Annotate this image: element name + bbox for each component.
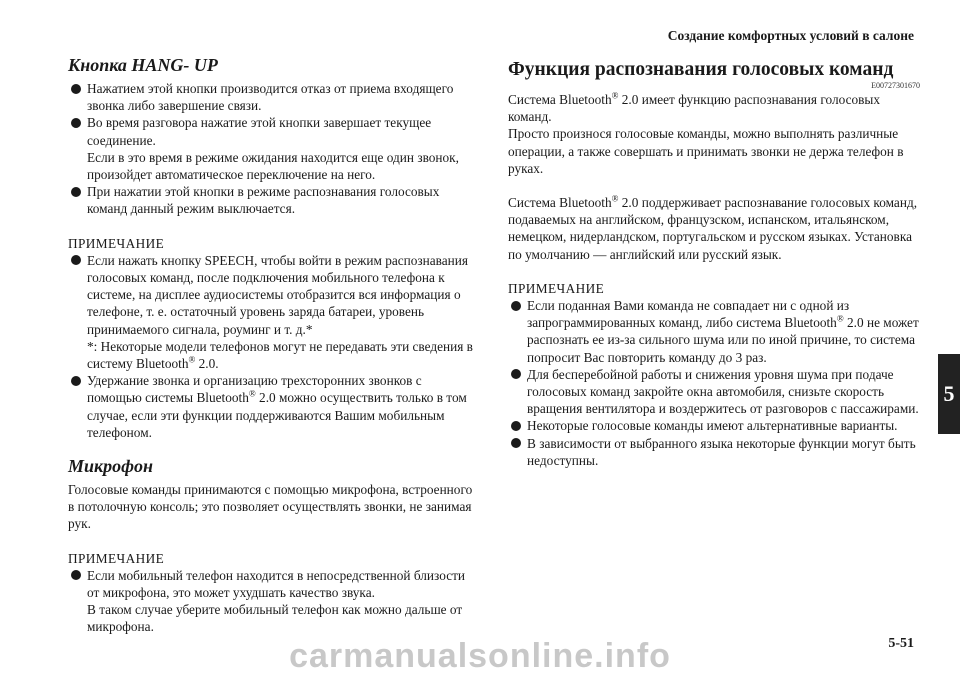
section-code: E00727301670 [871, 81, 920, 90]
bullet-icon [511, 369, 521, 379]
list-item: В зависимости от выбранного языка некоторые функции могут быть недоступны. [508, 435, 920, 469]
mic-heading: Микрофон [68, 456, 154, 477]
list-item: Удержание звонка и организацию трехсторонних звонков с помощью системы Bluetooth® 2.0 можно осуществить только в том случае, если эти функции поддерживаются Вашим мобильным телефоном. [68, 372, 478, 441]
note2-list [68, 567, 478, 636]
list-item: Если мобильный телефон находится в непосредственной близости от микрофона, это может ухудшать качество звука. В таком случае уберите мобильный телефон как можно дальше от микрофона. [68, 567, 478, 636]
note-label: ПРИМЕЧАНИЕ [68, 550, 165, 566]
hang-up-list [68, 80, 478, 218]
bullet-icon [71, 255, 81, 265]
bullet-icon [511, 301, 521, 311]
list-item: Во время разговора нажатие этой кнопки завершает текущее соединение. Если в это время в режиме ожидания находится еще один звонок, произойдет автоматическое переключение на него. [68, 114, 478, 183]
registered-mark: ® [836, 313, 844, 324]
list-item: Для бесперебойной работы и снижения уровня шума при подаче голосовых команд закройте окна автомобиля, снизьте скорость вращения вентилятора и воздержитесь от разговоров с пассажирами. [508, 366, 920, 418]
note1-list [68, 252, 478, 441]
paragraph: Система Bluetooth® 2.0 поддерживает распознавание голосовых команд, подаваемых на английском, французском, испанском, итальянском, немецком, нидерландском, португальском и русском языках. Установка по умолчанию — английский или русский язык. [508, 193, 918, 262]
bullet-icon [71, 570, 81, 580]
voice-recognition-heading: Функция распознавания голосовых команд [508, 59, 894, 80]
right-column [508, 54, 920, 469]
right-note-list [508, 297, 920, 469]
registered-mark: ® [611, 193, 619, 204]
left-column [68, 54, 478, 636]
list-item: При нажатии этой кнопки в режиме распознавания голосовых команд данный режим выключается. [68, 183, 478, 217]
list-item: Нажатием этой кнопки производится отказ от приема входящего звонка либо завершение связи. [68, 80, 478, 114]
registered-mark: ® [188, 354, 196, 365]
bullet-icon [71, 118, 81, 128]
registered-mark: ® [611, 90, 619, 101]
watermark: carmanualsonline.info [289, 637, 671, 675]
list-item: Некоторые голосовые команды имеют альтернативные варианты. [508, 417, 920, 434]
paragraph: Система Bluetooth® 2.0 имеет функцию распознавания голосовых команд. [508, 90, 880, 125]
bullet-icon [71, 376, 81, 386]
note-label: ПРИМЕЧАНИЕ [508, 280, 605, 296]
list-item: Если нажать кнопку SPEECH, чтобы войти в режим распознавания голосовых команд, после подключения мобильного телефона к системе, на дисплее аудиосистемы отобразится вся информация о телефоне, т. е. остаточный уровень заряда батареи, уровень принимаемого сигнала, роуминг и т. д.* *: Некоторые модели телефонов могут не передавать эти сведения в систему Bluetooth® 2.0. [68, 252, 478, 372]
note-label: ПРИМЕЧАНИЕ [68, 235, 165, 251]
running-header: Создание комфортных условий в салоне [667, 28, 914, 43]
hang-up-heading: Кнопка HANG- UP [68, 55, 218, 75]
page-number: 5-51 [888, 636, 914, 651]
paragraph: Просто произнося голосовые команды, можно выполнять различные операции, а также совершать и принимать звонки не держа телефон в руках. [508, 126, 904, 176]
bullet-icon [71, 187, 81, 197]
mic-text: Голосовые команды принимаются с помощью микрофона, встроенного в потолочную консоль; это позволяет осуществлять звонки, не занимая рук. [68, 482, 473, 532]
list-item: Если поданная Вами команда не совпадает ни с одной из запрограммированных команд, либо система Bluetooth® 2.0 не может распознать ее из-за сильного шума или по иной причине, то система попросит Вас повторить команду до 3 раз. [508, 297, 920, 366]
chapter-tab: 5 [938, 354, 960, 434]
registered-mark: ® [248, 389, 256, 400]
bullet-icon [511, 438, 521, 448]
bullet-icon [511, 421, 521, 431]
bullet-icon [71, 84, 81, 94]
